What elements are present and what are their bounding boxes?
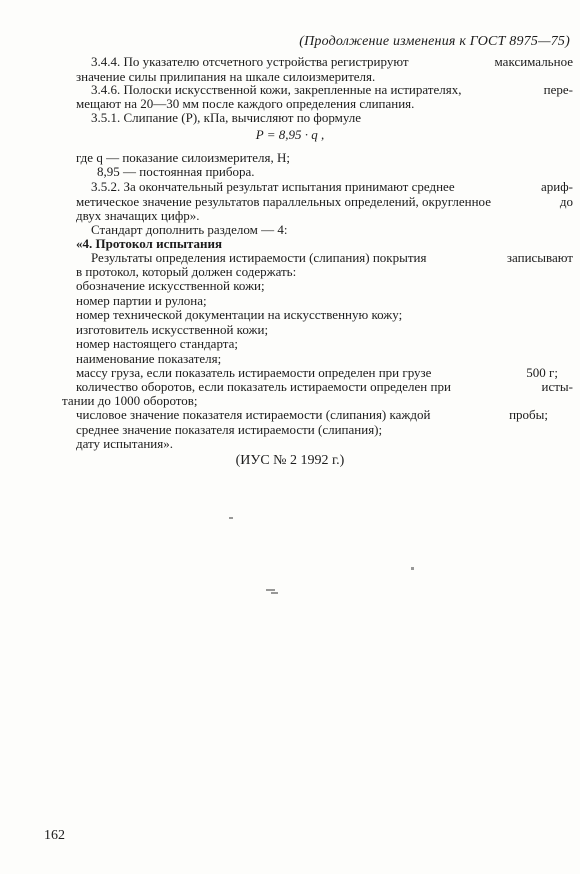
- text-line-main: массу груза, если показатель истираемости определен при грузе: [76, 365, 432, 380]
- list-item: [76, 366, 558, 380]
- text-line: [76, 195, 573, 209]
- formula: P = 8,95 · q ,: [255, 127, 325, 142]
- text-line: двух значащих цифр».: [76, 208, 200, 223]
- text-line-main: метическое значение результатов параллельных определений, округленное: [76, 194, 491, 209]
- list-item: номер партии и рулона;: [76, 293, 207, 308]
- scan-speck: [271, 592, 278, 594]
- text-line: [91, 83, 573, 97]
- text-line: значение силы прилипания на шкале силоизмерителя.: [76, 69, 376, 84]
- text-line-end: записывают: [506, 250, 573, 265]
- text-line: где q — показание силоизмерителя, Н;: [76, 150, 290, 165]
- list-item: среднее значение показателя истираемости (слипания);: [76, 422, 383, 437]
- text-line-end: ариф-: [541, 179, 573, 194]
- text-line-main: 3.4.4. По указателю отсчетного устройства регистрируют: [91, 54, 409, 69]
- text-line: мещают на 20—30 мм после каждого определения слипания.: [76, 96, 415, 111]
- source-reference: (ИУС № 2 1992 г.): [235, 453, 345, 468]
- text-line: тании до 1000 оборотов;: [62, 393, 198, 408]
- list-item: дату испытания».: [76, 436, 173, 451]
- list-item: номер настоящего стандарта;: [76, 336, 239, 351]
- scan-speck: [266, 589, 275, 591]
- section-heading: «4. Протокол испытания: [76, 236, 223, 251]
- text-line: Стандарт дополнить разделом — 4:: [91, 222, 288, 237]
- text-line-main: количество оборотов, если показатель истираемости определен при: [76, 379, 451, 394]
- list-item: обозначение искусственной кожи;: [76, 278, 265, 293]
- list-item: [76, 408, 548, 422]
- page-number: 162: [44, 828, 65, 843]
- list-item: наименование показателя;: [76, 351, 222, 366]
- running-header: (Продолжение изменения к ГОСТ 8975—75): [299, 34, 570, 49]
- text-line-end: до: [559, 194, 573, 209]
- list-item: изготовитель искусственной кожи;: [76, 322, 269, 337]
- text-line: 3.5.1. Слипание (P), кПа, вычисляют по формуле: [91, 110, 362, 125]
- text-line: [91, 55, 573, 69]
- list-item: [76, 380, 573, 394]
- scan-speck: [229, 517, 233, 519]
- text-line: [91, 251, 573, 265]
- text-line-end: максимальное: [494, 54, 573, 69]
- text-line: в протокол, который должен содержать:: [76, 264, 297, 279]
- text-line: 8,95 — постоянная прибора.: [97, 164, 255, 179]
- text-line-main: 3.5.2. За окончательный результат испытания принимают среднее: [91, 179, 455, 194]
- text-line-end: исты-: [541, 379, 573, 394]
- text-line: [91, 180, 573, 194]
- text-line-end: пере-: [543, 82, 573, 97]
- text-line-main: числовое значение показателя истираемости (слипания) каждой: [76, 407, 431, 422]
- list-item: номер технической документации на искусственную кожу;: [76, 307, 403, 322]
- text-line-end: 500 г;: [526, 365, 558, 380]
- text-line-main: Результаты определения истираемости (слипания) покрытия: [91, 250, 427, 265]
- scan-speck: [411, 567, 414, 570]
- text-line-main: 3.4.6. Полоски искусственной кожи, закрепленные на истирателях,: [91, 82, 462, 97]
- text-line-end: пробы;: [509, 407, 548, 422]
